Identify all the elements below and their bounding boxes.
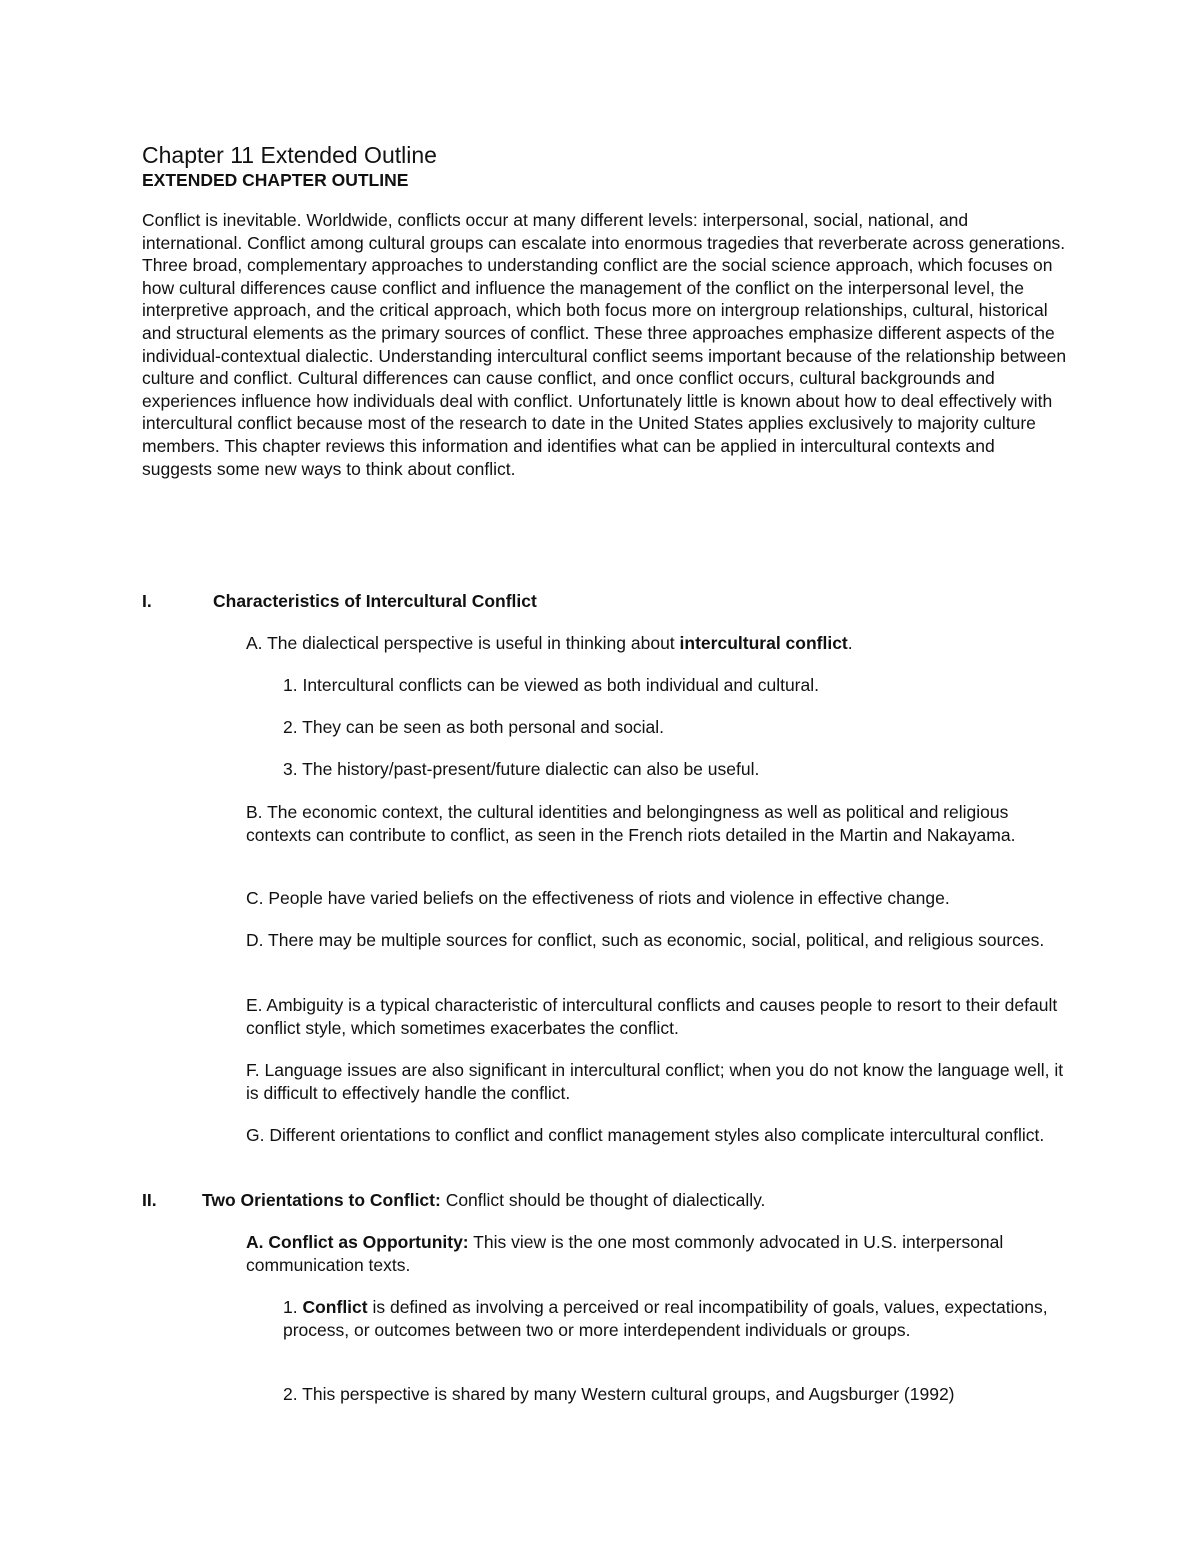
intro-paragraph: Conflict is inevitable. Worldwide, conflicts occur at many different levels: interpersonal, social, national, and international. Conflict among cultural groups can escalate into enormous tragedies that reverberate across generations. Three broad, complementary approaches to understanding conflict are the social science approach, which focuses on how cultural differences cause conflict and influence the management of the conflict on the interpersonal level, the interpretive approach, and the critical approach, which both focus more on intergroup relationships, cultural, historical and structural elements as the primary sources of conflict. These three approaches emphasize different aspects of the individual-contextual dialectic. Understanding intercultural conflict seems important because of the relationship between culture and conflict. Cultural differences can cause conflict, and once conflict occurs, cultural backgrounds and experiences influence how individuals deal with conflict. Unfortunately little is known about how to deal effectively with intercultural conflict because most of the research to date in the United States applies exclusively to majority culture members. This chapter reviews this information and identifies what can be applied in intercultural contexts and suggests some new ways to think about conflict. (142, 210, 1067, 479)
section-1-item-c: C. People have varied beliefs on the effectiveness of riots and violence in effective change. (246, 888, 950, 908)
section-2-item-a-text: This view is the one most commonly advocated in U.S. interpersonal communication texts. (246, 1232, 1004, 1275)
section-1-item-a (246, 632, 1066, 655)
section-1-item-f: F. Language issues are also significant in intercultural conflict; when you do not know the language well, it is difficult to effectively handle the conflict. (246, 1060, 1064, 1103)
section-1-item-a1: 1. Intercultural conflicts can be viewed as both individual and cultural. (283, 675, 819, 695)
section-2-item-a1-number: 1. (283, 1297, 303, 1317)
section-1-item-a-term: intercultural conflict (679, 633, 848, 653)
section-1-item-a-text: A. The dialectical perspective is useful in thinking about (246, 633, 680, 653)
section-2-item-a-label: A. Conflict as Opportunity: (246, 1232, 469, 1252)
section-1-item-b: B. The economic context, the cultural identities and belongingness as well as political and religious contexts can contribute to conflict, as seen in the French riots detailed in the Martin and Nakayama. (246, 802, 1016, 845)
section-1-number: I. (142, 591, 152, 611)
section-2-number: II. (142, 1190, 157, 1210)
document-title: Chapter 11 Extended Outline (142, 142, 437, 168)
section-1-item-a3: 3. The history/past-present/future dialectic can also be useful. (283, 759, 760, 779)
section-2-item-a1-term: Conflict (302, 1297, 368, 1317)
section-1-item-a2: 2. They can be seen as both personal and social. (283, 717, 665, 737)
section-2-item-a1 (283, 1296, 1053, 1341)
section-1-item-d: D. There may be multiple sources for conflict, such as economic, social, political, and religious sources. (246, 930, 1045, 950)
section-2-item-a1-text: is defined as involving a perceived or real incompatibility of goals, values, expectations, process, or outcomes between two or more interdependent individuals or groups. (283, 1297, 1048, 1340)
section-2-title-rest: Conflict should be thought of dialectically. (440, 1190, 766, 1210)
section-2-item-a2: 2. This perspective is shared by many Western cultural groups, and Augsburger (1992) (283, 1384, 955, 1404)
section-2-title: Two Orientations to Conflict: (202, 1190, 441, 1210)
section-1-item-e: E. Ambiguity is a typical characteristic of intercultural conflicts and causes people to resort to their default conflict style, which sometimes exacerbates the conflict. (246, 995, 1058, 1038)
section-2-item-a (246, 1231, 1066, 1276)
section-1-title: Characteristics of Intercultural Conflict (213, 591, 537, 611)
section-1-item-a-end: . (847, 633, 853, 653)
section-1-item-g: G. Different orientations to conflict and conflict management styles also complicate intercultural conflict. (246, 1125, 1045, 1145)
document-subtitle: EXTENDED CHAPTER OUTLINE (142, 170, 409, 190)
